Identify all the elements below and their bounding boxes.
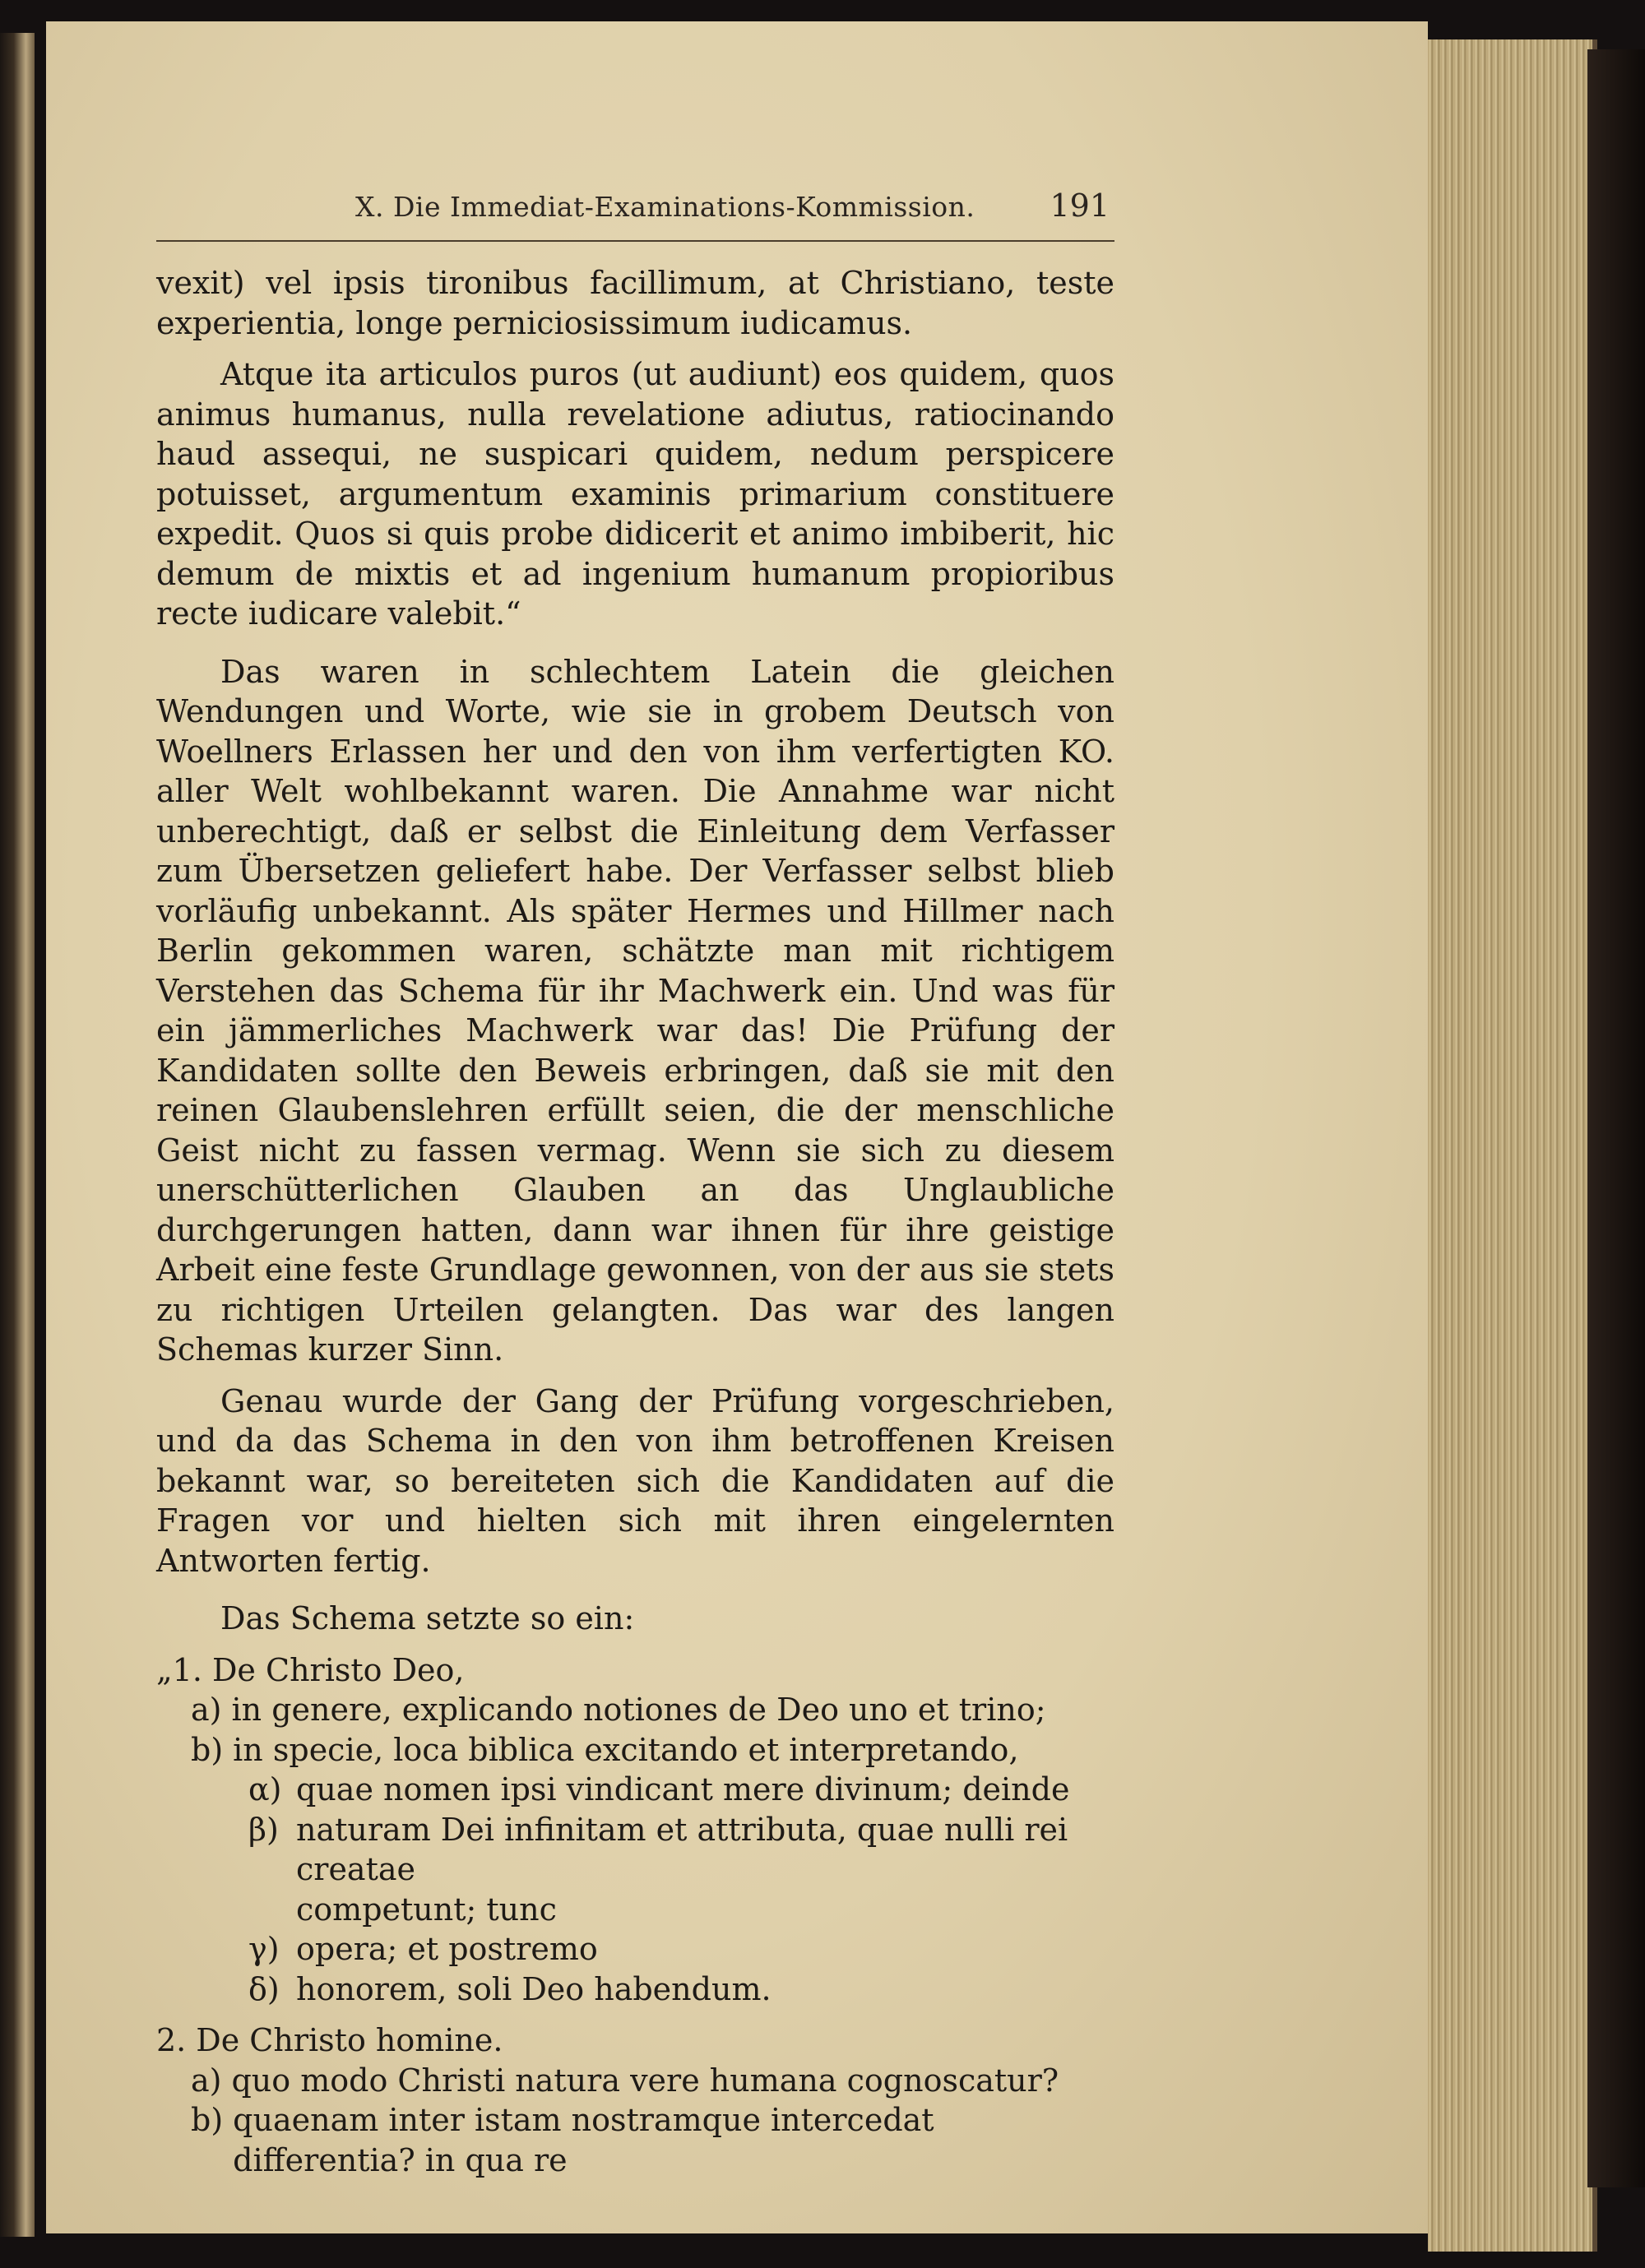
list-marker: b) xyxy=(191,2102,224,2138)
page-body xyxy=(156,263,1114,2180)
paragraph: Atque ita articulos puros (ut audiunt) eos quidem, quos animus humanus, nulla revelatione adiutus, ratiocinando haud assequi, ne suspicari quidem, nedum perspicere potuisset, argumentum examinis primarium constituere expedit. Quos si quis probe didicerit et animo imbiberit, hic demum de mixtis et ad ingenium humanum propioribus recte iudicare valebit.“ xyxy=(156,356,1114,632)
list-marker: a) xyxy=(191,1692,222,1728)
list-text: De Christo homine. xyxy=(196,2022,503,2058)
page-number: 191 xyxy=(1050,187,1110,224)
list-text: naturam Dei infinitam et attributa, quae nulli rei creatae xyxy=(296,1811,1068,1887)
list-item xyxy=(156,2061,1114,2101)
book-cover-edge xyxy=(1587,49,1645,2187)
list-item xyxy=(156,1690,1114,1730)
list-marker: b) xyxy=(191,1731,224,1768)
previous-page-edge xyxy=(0,33,35,2237)
list-marker: γ) xyxy=(248,1931,280,1967)
paragraph-continuation: vexit) vel ipsis tironibus facillimum, at Christiano, teste experientia, longe perniciosissimum iudicamus. xyxy=(156,265,1114,341)
list-text: opera; et postremo xyxy=(296,1931,598,1967)
list-item xyxy=(156,1929,1114,1969)
list-text: in specie, loca biblica excitando et interpretando, xyxy=(233,1731,1019,1768)
list-marker: β) xyxy=(248,1811,279,1848)
list-item xyxy=(156,1969,1114,2010)
list-item xyxy=(156,2100,1114,2180)
list-marker: δ) xyxy=(248,1970,280,2007)
list-marker: 2. xyxy=(156,2022,187,2058)
list-text: quaenam inter istam nostramque intercedat differentia? in qua re xyxy=(233,2102,934,2178)
paragraph: Genau wurde der Gang der Prüfung vorgeschrieben, und da das Schema in den von ihm betroffenen Kreisen bekannt war, so bereiteten sich die Kandidaten auf die Fragen vor und hielten sich mit ihren eingelernten Antworten fertig. xyxy=(156,1382,1114,1579)
list-item xyxy=(156,1650,1114,1691)
list-text: in genere, explicando notiones de Deo uno et trino; xyxy=(231,1692,1046,1728)
list-item xyxy=(156,1810,1114,1890)
list-marker: a) xyxy=(191,2062,222,2099)
list-marker: α) xyxy=(248,1771,282,1807)
list-item xyxy=(156,1730,1114,1770)
list-marker: „1. xyxy=(156,1651,202,1688)
running-title: X. Die Immediat-Examinations-Kommission. xyxy=(355,191,975,223)
list-text: De Christo Deo, xyxy=(211,1651,465,1688)
paragraph: Das Schema setzte so ein: xyxy=(220,1600,635,1636)
page-header xyxy=(156,187,1114,242)
list-text: honorem, soli Deo habendum. xyxy=(296,1970,772,2007)
list-item xyxy=(156,2020,1114,2061)
list-text: quo modo Christi natura vere humana cognoscatur? xyxy=(231,2062,1059,2099)
list-text: quae nomen ipsi vindicant mere divinum; deinde xyxy=(296,1771,1070,1807)
page-block-edges xyxy=(1428,39,1597,2252)
paragraph: Das waren in schlechtem Latein die gleichen Wendungen und Worte, wie sie in grobem Deutsch von Woellners Erlassen her und den von ihm verfertigten KO. aller Welt wohlbekannt waren. Die Annahme war nicht unberechtigt, daß er selbst die Einleitung dem Verfasser zum Übersetzen geliefert habe. Der Verfasser selbst blieb vorläufig unbekannt. Als später Hermes und Hillmer nach Berlin gekommen waren, schätzte man mit richtigem Verstehen das Schema für ihr Machwerk ein. Und was für ein jämmerliches Machwerk war das! Die Prüfung der Kandidaten sollte den Beweis erbringen, daß sie mit den reinen Glaubenslehren erfüllt seien, die der menschliche Geist nicht zu fassen vermag. Wenn sie sich zu diesem unerschütterlichen Glauben an das Unglaubliche durchgerungen hatten, dann war ihnen für ihre geistige Arbeit eine feste Grundlage gewonnen, von der aus sie stets zu richtigen Urteilen gelangten. Das war des langen Schemas kurzer Sinn. xyxy=(156,653,1114,1368)
list-item xyxy=(156,1770,1114,1810)
list-item-continuation: competunt; tunc xyxy=(296,1891,557,1928)
